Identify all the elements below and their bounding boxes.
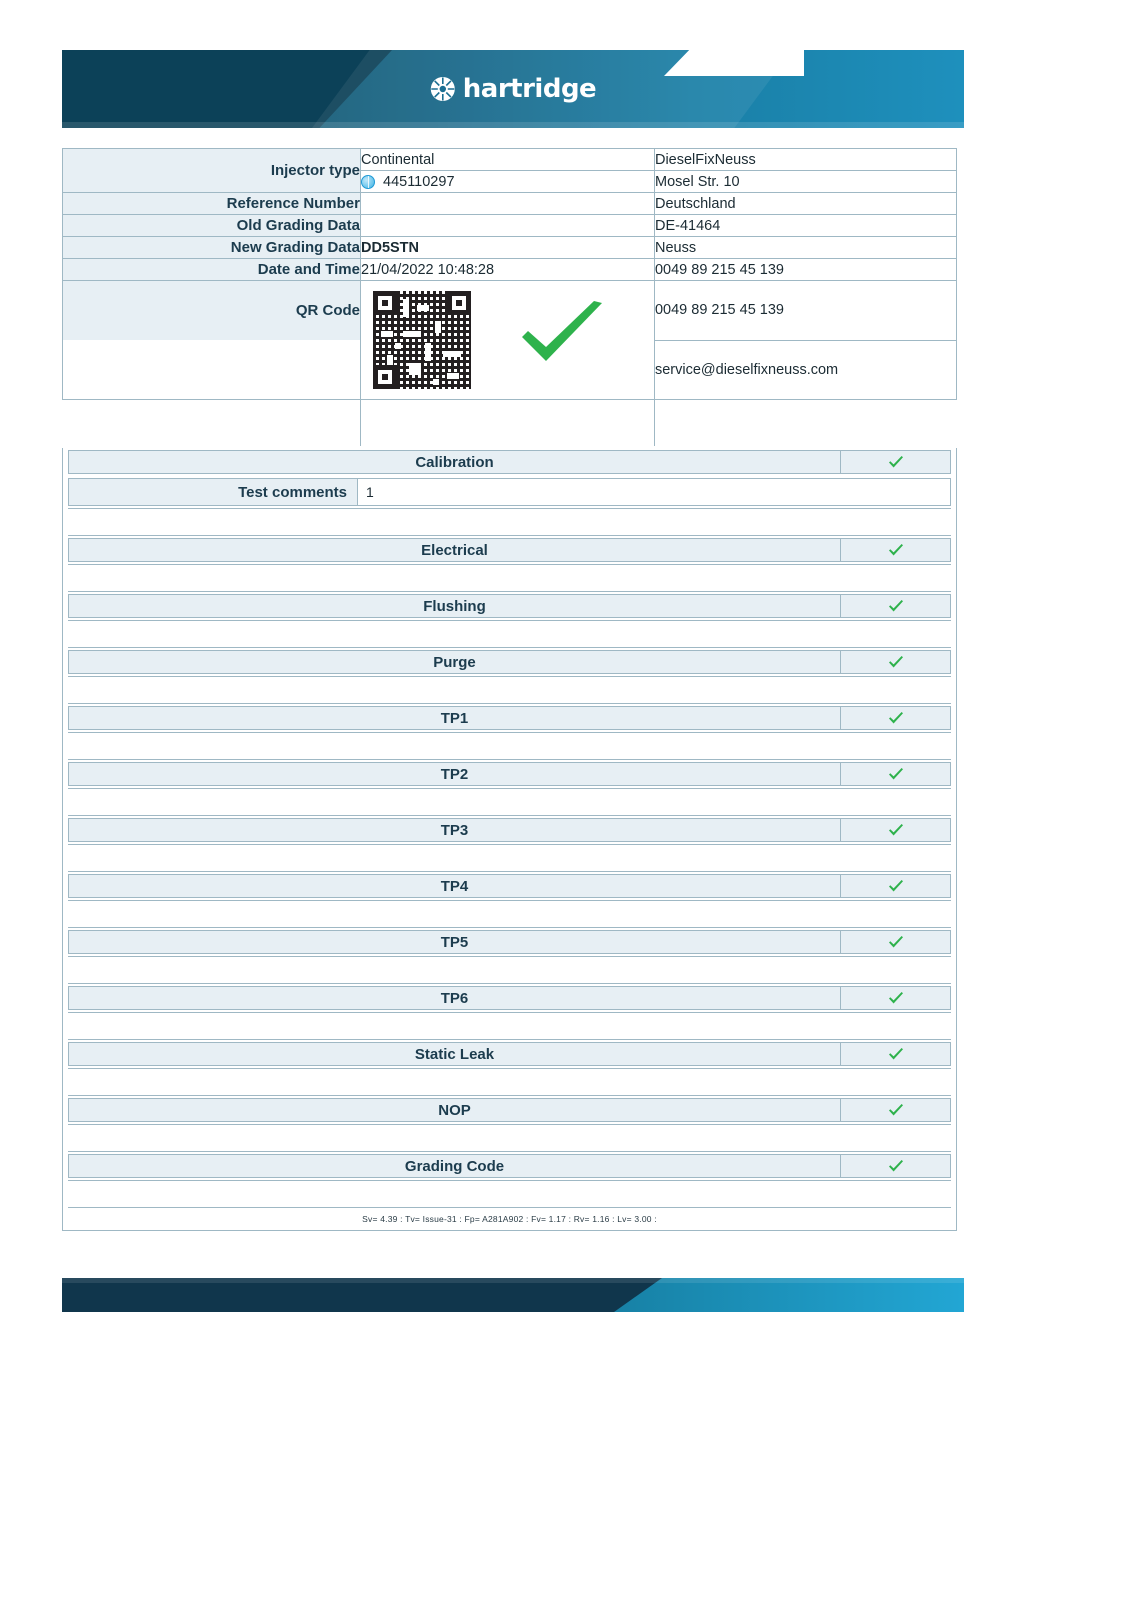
value-reference-number	[361, 193, 655, 215]
customer-phone-2: 0049 89 215 45 139	[654, 281, 956, 341]
section-title: Electrical	[68, 538, 841, 562]
label-injector-type: Injector type	[63, 149, 361, 193]
result-row-flushing	[63, 592, 956, 620]
check-icon	[888, 456, 904, 469]
customer-country: Deutschland	[654, 193, 956, 215]
result-row-tp2	[63, 760, 956, 788]
customer-city: Neuss	[654, 237, 956, 259]
result-row-electrical	[63, 536, 956, 564]
check-icon	[888, 880, 904, 893]
check-icon	[888, 600, 904, 613]
result-row-calibration	[63, 448, 956, 476]
check-icon	[888, 768, 904, 781]
spacer-row	[68, 1180, 951, 1208]
spacer-row	[68, 508, 951, 536]
check-icon	[888, 1048, 904, 1061]
spacer-row	[68, 620, 951, 648]
spacer-row	[68, 844, 951, 872]
check-icon	[888, 1104, 904, 1117]
qr-code-image	[373, 291, 471, 389]
result-row-tp4	[63, 872, 956, 900]
section-title: TP1	[68, 706, 841, 730]
gear-icon	[430, 76, 456, 102]
table-row	[63, 259, 957, 281]
check-icon	[888, 936, 904, 949]
result-row-static-leak	[63, 1040, 956, 1068]
section-title: Calibration	[68, 450, 841, 474]
status-badge	[841, 650, 951, 674]
value-test-comments: 1	[358, 478, 951, 506]
footer-banner	[62, 1278, 964, 1312]
table-row	[63, 237, 957, 259]
section-title: Static Leak	[68, 1042, 841, 1066]
status-badge	[841, 818, 951, 842]
header-banner	[62, 50, 964, 128]
label-qr-code: QR Code	[63, 281, 361, 341]
status-badge	[841, 538, 951, 562]
spacer-row	[68, 956, 951, 984]
overall-pass-check-icon	[516, 299, 608, 371]
status-badge	[841, 1042, 951, 1066]
value-injector-manufacturer: Continental	[361, 149, 655, 171]
result-row-tp1	[63, 704, 956, 732]
section-title: TP4	[68, 874, 841, 898]
status-badge	[841, 986, 951, 1010]
status-badge	[841, 1098, 951, 1122]
value-old-grading-data	[361, 215, 655, 237]
spacer-row	[68, 564, 951, 592]
label-test-comments: Test comments	[68, 478, 358, 506]
status-badge	[841, 594, 951, 618]
table-row	[63, 149, 957, 171]
footer-top-strip	[62, 1278, 964, 1283]
status-badge	[841, 450, 951, 474]
status-badge	[841, 930, 951, 954]
table-row	[63, 400, 957, 447]
section-title: NOP	[68, 1098, 841, 1122]
test-results-section	[62, 448, 957, 1231]
result-row-purge	[63, 648, 956, 676]
status-badge	[841, 706, 951, 730]
table-row	[63, 193, 957, 215]
customer-phone-1: 0049 89 215 45 139	[654, 259, 956, 281]
section-title: TP2	[68, 762, 841, 786]
status-badge	[841, 762, 951, 786]
software-version-footnote: Sv= 4.39 : Tv= Issue-31 : Fp= A281A902 : Fv= 1.17 : Rv= 1.16 : Lv= 3.00 :	[362, 1214, 657, 1224]
result-row-tp6	[63, 984, 956, 1012]
brand-name: hartridge	[462, 74, 597, 104]
result-row-tp3	[63, 816, 956, 844]
value-injector-number	[361, 171, 655, 193]
brand-logo	[430, 74, 596, 104]
spacer-row	[68, 676, 951, 704]
empty-cell-right	[654, 400, 956, 447]
value-new-grading-data: DD5STN	[361, 237, 655, 259]
label-reference-number: Reference Number	[63, 193, 361, 215]
value-date-and-time: 21/04/2022 10:48:28	[361, 259, 655, 281]
empty-cell-mid	[361, 400, 655, 447]
spacer-row	[68, 900, 951, 928]
customer-street: Mosel Str. 10	[654, 171, 956, 193]
customer-name: DieselFixNeuss	[654, 149, 956, 171]
section-title: Flushing	[68, 594, 841, 618]
spacer-row	[68, 732, 951, 760]
section-title: TP3	[68, 818, 841, 842]
table-row	[63, 215, 957, 237]
qr-code-cell	[361, 281, 655, 400]
section-title: Purge	[68, 650, 841, 674]
label-new-grading-data: New Grading Data	[63, 237, 361, 259]
injector-info-table	[62, 148, 957, 446]
globe-icon	[361, 175, 375, 189]
check-icon	[888, 544, 904, 557]
table-row	[63, 281, 957, 341]
section-title: TP5	[68, 930, 841, 954]
customer-email: service@dieselfixneuss.com	[654, 340, 956, 400]
spacer-row	[68, 788, 951, 816]
status-badge	[841, 874, 951, 898]
spacer-row	[68, 1012, 951, 1040]
test-comments-row	[68, 478, 951, 506]
spacer-row	[68, 1068, 951, 1096]
check-icon	[888, 992, 904, 1005]
result-row-nop	[63, 1096, 956, 1124]
check-icon	[888, 824, 904, 837]
label-qr-spacer	[63, 340, 361, 400]
result-row-grading-code	[63, 1152, 956, 1180]
check-icon	[888, 656, 904, 669]
section-title: TP6	[68, 986, 841, 1010]
check-icon	[888, 1160, 904, 1173]
spacer-row	[68, 1124, 951, 1152]
label-old-grading-data: Old Grading Data	[63, 215, 361, 237]
section-title: Grading Code	[68, 1154, 841, 1178]
customer-postcode: DE-41464	[654, 215, 956, 237]
injector-part-number: 445110297	[383, 173, 455, 190]
empty-cell-left	[63, 400, 361, 447]
label-date-and-time: Date and Time	[63, 259, 361, 281]
footer-dark-wedge	[62, 1278, 662, 1312]
header-bottom-strip	[62, 122, 964, 128]
status-badge	[841, 1154, 951, 1178]
check-icon	[888, 712, 904, 725]
result-row-tp5	[63, 928, 956, 956]
